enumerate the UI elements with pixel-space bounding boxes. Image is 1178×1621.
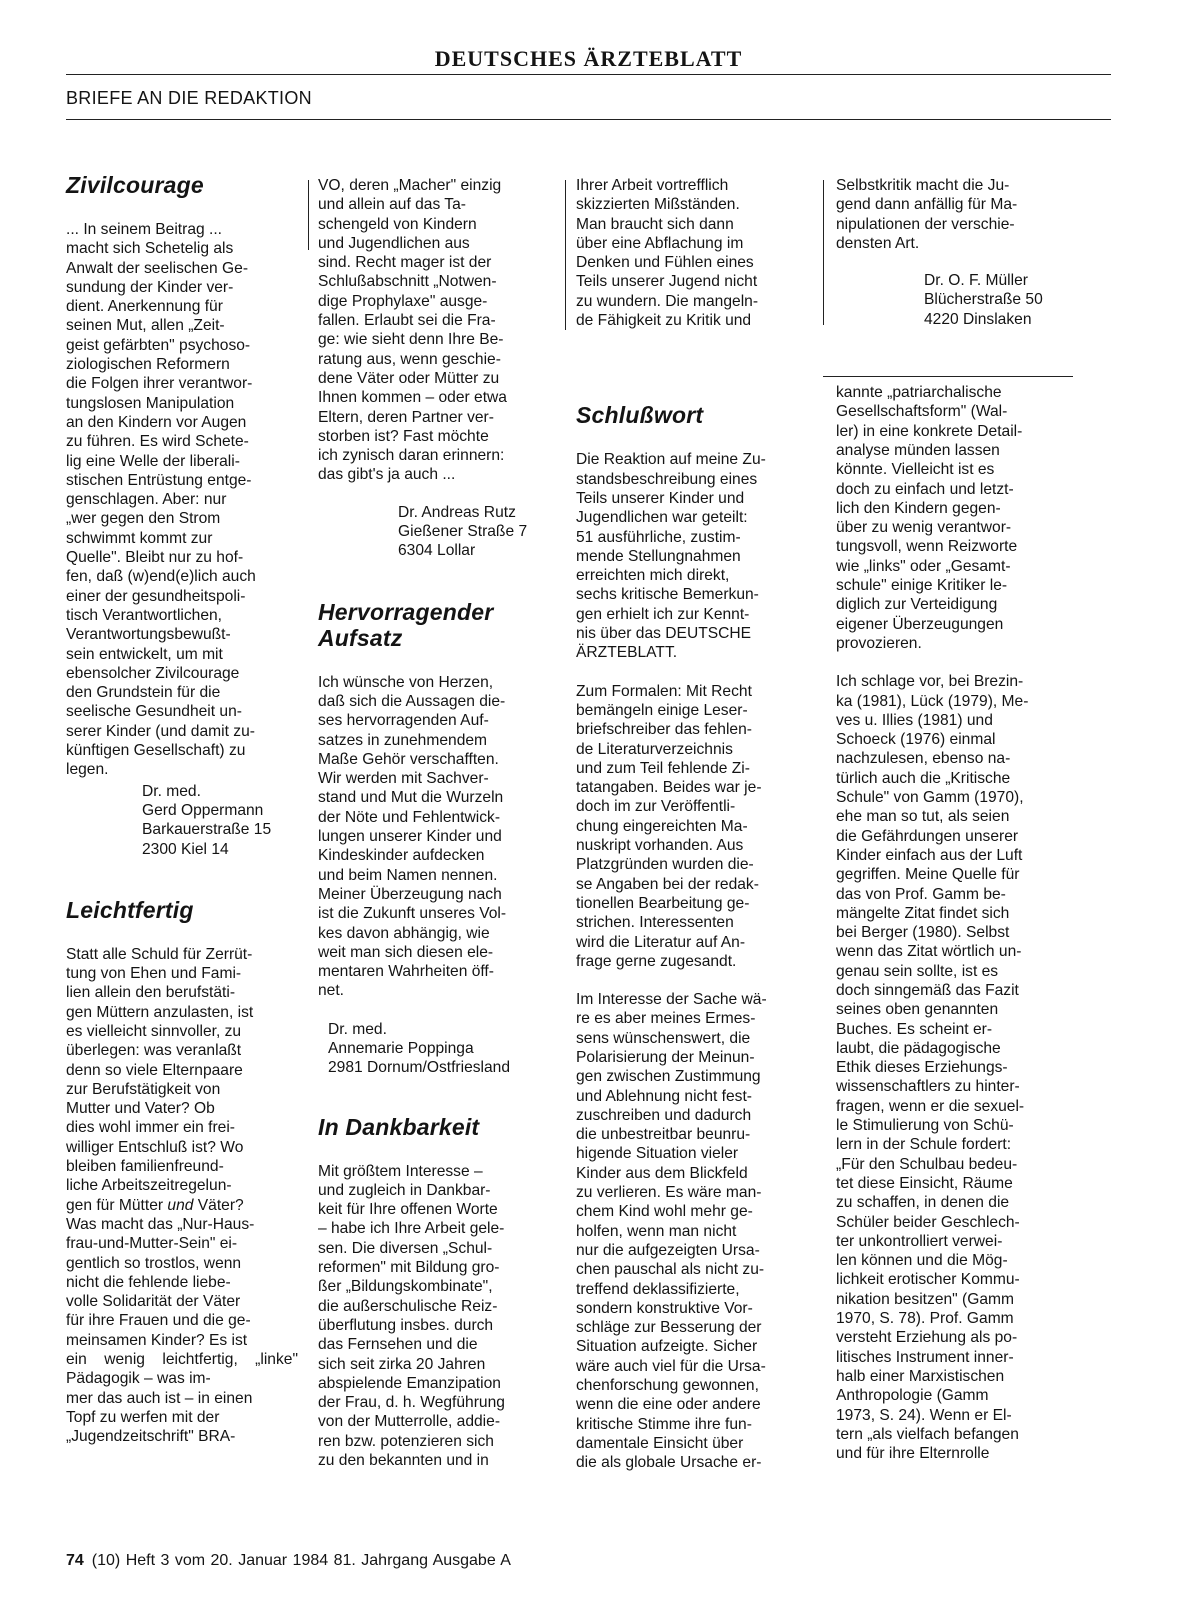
letter-leichtfertig-body: Statt alle Schuld für Zerrüt- tung von Ehen und Fami- lien allein den berufstäti- gen Müttern anzulasten, ist es vielleicht sinnvoller, zu überlegen: was veranlaßt denn so viele Elternpaare zur Berufstätigkeit von Mutter und Vater? Ob dies wohl immer ein frei- williger Entschluß ist? Wo bleiben familienfreund- liche Arbeitszeitregelun- gen für Mütter und Väter? Was macht das „Nur-Haus- frau-und-Mutter-Sein" ei- gentlich so trostlos, wenn nicht die fehlende liebe- volle Solidarität der Väter für ihre Frauen und die ge- meinsamen Kinder? Es ist ein wenig leichtfertig, „linke" Pädagogik – was im- mer das auch ist – in einen Topf zu werfen mit der „Jugendzeitschrift" BRA- [66, 945, 298, 1446]
schlusswort-literature: Ich schlage vor, bei Brezin- ka (1981), Lück (1979), Me- ves u. Illies (1981) und Schoeck (1976) einmal nachzulesen, ebenso na- türlich auch die „Kritische Schule" von Gamm (1970), ehe man so tut, als seien die Gefährdungen unserer Kinder einfach aus der Luft gegriffen. Meine Quelle für das von Prof. Gamm be- mängelte Zitat findet sich bei Berger (1980). Selbst wenn das Zitat wörtlich un- genau sein sollte, ist es doch sinngemäß das Fazit seines oben genannten Buches. Es scheint er- laubt, die pädagogische Ethik dieses Erziehungs- wissenschaftlers zu hinter- fragen, wenn er die sexuel- le Stimulierung von Schü- lern in der Schule fordert: „Für den Schulbau bedeu- tet diese Einsicht, Räume zu schaffen, in denen die Schüler beider Geschlech- ter unkontrolliert verwei- len können und die Mög- lichkeit erotischer Kommu- nikation besitzen" (Gamm 1970, S. 78). Prof. Gamm versteht Erziehung als po- litisches Instrument inner- halb einer Marxistischen Anthropologie (Gamm 1973, S. 24). Wenn er El- tern „als vielfach befangen und für ihre Elternrolle [836, 673, 1029, 1463]
schlusswort-continued: kannte „patriarchalische Gesellschaftsform" (Wal- ler) in eine konkrete Detail- analyse münden lassen könnte. Vielleicht ist es doch zu einfach und letzt- lich den Kindern gegen- über zu wenig verantwor- tungsvoll, wenn Reizworte wie „links" oder „Gesamt- schule" einige Kritiker le- diglich zur Verteidigung eigener Überzeugungen provozieren. [836, 384, 1023, 652]
page-footer [66, 1552, 511, 1570]
signature-mueller: Dr. O. F. Müller Blücherstraße 50 4220 Dinslaken [924, 272, 1043, 328]
heading-hervorragender-aufsatz: Hervorragender Aufsatz [318, 598, 494, 651]
letter-dankbarkeit-body: Mit größtem Interesse – und zugleich in Dankbar- keit für Ihre offenen Worte – habe ich Ihre Arbeit gele- sen. Die diversen „Schul- reformen" mit Bildung gro- ßer „Bildungskombinate", die außerschulische Reiz- überflutung insbes. durch das Fernsehen und die sich seit zirka 20 Jahren abspielende Emanzipation der Frau, d. h. Wegführung von der Mutterrolle, addie- ren bzw. potenzieren sich zu den bekannten und in [318, 1162, 505, 1470]
column-1 [66, 172, 298, 1447]
letter-dankbarkeit-end: Selbstkritik macht die Ju- gend dann anfällig für Ma- nipulationen der verschie- densten Art. [836, 177, 1018, 252]
column-2 [318, 176, 554, 1470]
column-divider-3 [823, 180, 824, 325]
column-4 [836, 176, 1074, 1463]
signature-rutz: Dr. Andreas Rutz Gießener Straße 7 6304 Lollar [398, 503, 528, 560]
heading-zivilcourage: Zivilcourage [66, 172, 204, 198]
column-divider-1 [308, 180, 309, 250]
heading-leichtfertig: Leichtfertig [66, 896, 194, 923]
header-rule-bottom [66, 119, 1111, 120]
schlusswort-formalities: Zum Formalen: Mit Recht bemängeln einige Leser- briefschreiber das fehlen- de Literaturverzeichnis und zum Teil fehlende Zi- tatangaben. Beides war je- doch im zur Veröffentli- chung eingereichten Ma- nuskript vorhanden. Aus Platzgründen wurden die- se Angaben bei der redak- tionellen Bearbeitung ge- strichen. Interessenten wird die Literatur auf An- frage gerne zugesandt. [576, 682, 762, 970]
column-divider-2 [565, 180, 566, 330]
signature-oppermann: Dr. med. Gerd Oppermann Barkauerstraße 15 2300 Kiel 14 [142, 782, 272, 858]
masthead: DEUTSCHES ÄRZTEBLATT [434, 46, 743, 71]
schlusswort-interest: Im Interesse der Sache wä- re es aber meines Ermes- sens wünschenswert, die Polarisierung der Meinun- gen zwischen Zustimmung und Ablehnung nicht fest- zuschreiben und dadurch die unbestreitbar beunru- higende Situation vieler Kinder aus dem Blickfeld zu verlieren. Es wäre man- chem Kind wohl mehr ge- holfen, wenn man nicht nur die aufgezeigten Ursa- chen pauschal als nicht zu- treffend deklassifizierte, sondern konstruktive Vor- schläge zur Besserung der Situation aufzeigte. Sicher wäre auch viel für die Ursa- chenforschung gewonnen, wenn die eine oder andere kritische Stimme ihre fun- damentale Einsicht über die als globale Ursache er- [576, 991, 767, 1472]
header-rule-top [66, 74, 1111, 75]
schlusswort-reaction: Die Reaktion auf meine Zu- standsbeschreibung eines Teils unserer Kinder und Jugendlichen war geteilt: 51 ausführliche, zustim- mende Stellungnahmen erreichten mich direkt, sechs kritische Bemerkun- gen erhielt ich zur Kennt- nis über das DEUTSCHE ÄRZTEBLATT. [576, 451, 766, 662]
section-title: BRIEFE AN DIE REDAKTION [66, 88, 312, 108]
letter-aufsatz-body: Ich wünsche von Herzen, daß sich die Aussagen die- ses hervorragenden Auf- satzes in zunehmendem Maße Gehör verschafften. Wir werden mit Sachver- stand und Mut die Wurzeln der Nöte und Fehlentwick- lungen unserer Kinder und Kindeskinder aufdecken und beim Namen nennen. Meiner Überzeugung nach ist die Zukunft unseres Vol- kes davon abhängig, wie weit man sich diesen ele- mentaren Wahrheiten öff- net. [318, 673, 507, 1000]
heading-schlusswort: Schlußwort [576, 402, 704, 429]
letter-leichtfertig-continued: VO, deren „Macher" einzig und allein auf das Ta- schengeld von Kindern und Jugendlichen aus sind. Recht mager ist der Schlußabschnitt „Notwen- dige Prophylaxe" ausge- fallen. Erlaubt sei die Fra- ge: wie sieht denn Ihre Be- ratung aus, wenn geschie- dene Väter oder Mütter zu Ihnen kommen – oder etwa Eltern, deren Partner ver- storben ist? Fast möchte ich zynisch daran erinnern: das gibt's ja auch ... [318, 177, 507, 484]
column-3 [576, 176, 813, 1473]
letter-dankbarkeit-continued: Ihrer Arbeit vortrefflich skizzierten Mißständen. Man braucht sich dann über eine Abflachung im Denken und Fühlen eines Teils unserer Jugend nicht zu wundern. Die mangeln- de Fähigkeit zu Kritik und [576, 177, 759, 330]
issue-info: (10) Heft 3 vom 20. Januar 1984 81. Jahrgang Ausgabe A [91, 1552, 511, 1569]
heading-in-dankbarkeit: In Dankbarkeit [318, 1113, 480, 1140]
signature-poppinga: Dr. med. Annemarie Poppinga 2981 Dornum/Ostfriesland [328, 1020, 511, 1077]
column-4-top-rule [823, 376, 1073, 377]
letter-zivilcourage-body: ... In seinem Beitrag ... macht sich Schetelig als Anwalt der seelischen Ge- sundung der Kinder ver- dient. Anerkennung für seinen Mut, allen „Zeit- geist gefärbten" psychoso- ziologischen Reformern die Folgen ihrer verantwor- tungslosen Manipulation an den Kindern vor Augen zu führen. Es wird Schete- lig eine Welle der liberali- stischen Entrüstung entge- genschlagen. Aber: nur „wer gegen den Strom schwimmt kommt zur Quelle". Bleibt nur zu hof- fen, daß (w)end(e)lich auch einer der gesundheitspoli- tisch Verantwortlichen, Verantwortungsbewußt- sein entwickelt, um mit ebensolcher Zivilcourage den Grundstein für die seelische Gesundheit un- serer Kinder (und damit zu- künftigen Gesellschaft) zu legen. [66, 221, 256, 779]
page-number: 74 [66, 1552, 84, 1569]
